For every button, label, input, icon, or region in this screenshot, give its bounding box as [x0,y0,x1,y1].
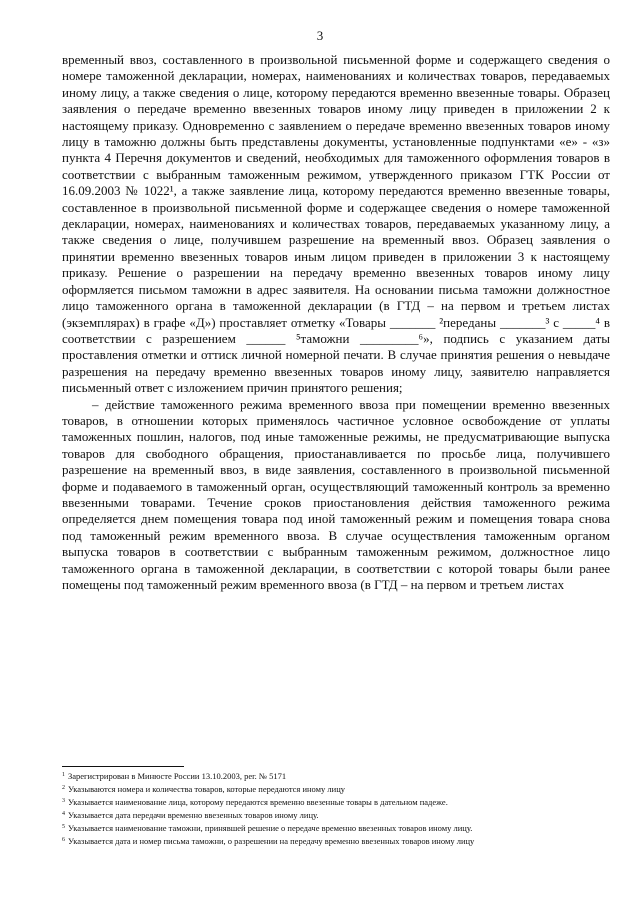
footnote [62,822,610,835]
footnote-mark: 1 [62,772,65,778]
footnote-mark: 3 [62,798,65,804]
footnote [62,783,610,796]
footnote-text: Указывается дата и номер письма таможни, о разрешении на передачу временно ввезенных товаров иному лицу [68,836,475,846]
footnote-text: Указывается наименование лица, которому передаются временно ввезенные товары в дательном падеже. [68,797,448,807]
footnote-separator [62,766,184,767]
footnote-mark: 5 [62,824,65,830]
footnote [62,770,610,783]
paragraph-continuation: временный ввоз, составленного в произвольной письменной форме и содержащего сведения о номере таможенной декларации, номерах, наименованиях и количествах товаров, передаваемых иному лицу, а также сведения о лице, которому передаются временно ввезенные товары. Образец заявления о передаче временно ввезенных товаров иному лицу приведен в приложении 2 к настоящему приказу. Одновременно с заявлением о передаче временно ввезенных товаров иному лицу в таможню должны быть представлены документы, установленные подпунктами «е» - «з» пункта 4 Перечня документов и сведений, необходимых для таможенного оформления товаров в соответствии с выбранным таможенным режимом, утвержденного приказом ГТК России от 16.09.2003 № 1022¹, а также заявление лица, которому передаются временно ввезенные товары, составленное в произвольной письменной форме и содержащее сведения о номере таможенной декларации, номерах, наименованиях и количествах товаров, передаваемых указанному лицу, а также сведения о лице, получившем разрешение на временный ввоз. Образец заявления о принятии временно ввезенных товаров иным лицом приведен в приложении 3 к настоящему приказу. Решение о разрешении на передачу временно ввезенных товаров иному лицу оформляется письмом таможни в адрес заявителя. На основании письма таможни должностное лицо таможенного органа в таможенной декларации (в ГТД – на первом и третьем листах (экземплярах) в графе «Д») проставляет отметку «Товары _______ ²переданы _______³ с _____⁴ в соответствии с разрешением ______ ⁵таможни _________⁶», подпись с указанием даты проставления отметки и оттиск личной номерной печати. В случае принятия решения о невыдаче разрешения на передачу временно ввезенных товаров иному лицу, заявителю направляется письменный ответ с изложением причин принятого решения; [62,52,610,396]
footnote-text: Указываются номера и количества товаров, которые передаются иному лицу [68,784,345,794]
page-number: 3 [316,28,324,43]
footnote [62,809,610,822]
paragraph-dash-item: – действие таможенного режима временного ввоза при помещении временно ввезенных товаров, в отношении которых применялось частичное условное освобождение от уплаты таможенных пошлин, налогов, под иные таможенные режимы, не предусматривающие выпуска товаров для свободного обращения, приостанавливается по просьбе лица, получившего разрешение на временный ввоз, в виде заявления, составленного в произвольной письменной форме и подаваемого в таможенный орган, осуществляющий таможенный контроль за временно ввезенными товарами. Течение сроков приостановления действия таможенного режима определяется днем помещения товара под иной таможенный режим и помещения товара снова под таможенный режим временного ввоза. В случае осуществления таможенным органом выпуска товаров в соответствии с выбранным таможенным режимом, должностное лицо таможенного органа в таможенной декларации, в соответствии с которой товары были ранее помещены под таможенный режим временного ввоза (в ГТД – на первом и третьем листах [62,396,610,592]
footnote-mark: 4 [62,811,65,817]
footnote [62,835,610,848]
footnote-mark: 6 [62,837,65,843]
body-text [62,52,610,593]
footnote [62,796,610,809]
footnote-text: Зарегистрирован в Минюсте России 13.10.2003, рег. № 5171 [68,771,287,781]
footnotes [62,770,610,848]
footnote-mark: 2 [62,785,65,791]
footnote-text: Указывается наименование таможни, принявшей решение о передаче временно ввезенных товаров иному лицу. [68,823,473,833]
footnote-text: Указывается дата передачи временно ввезенных товаров иному лицу. [68,810,319,820]
